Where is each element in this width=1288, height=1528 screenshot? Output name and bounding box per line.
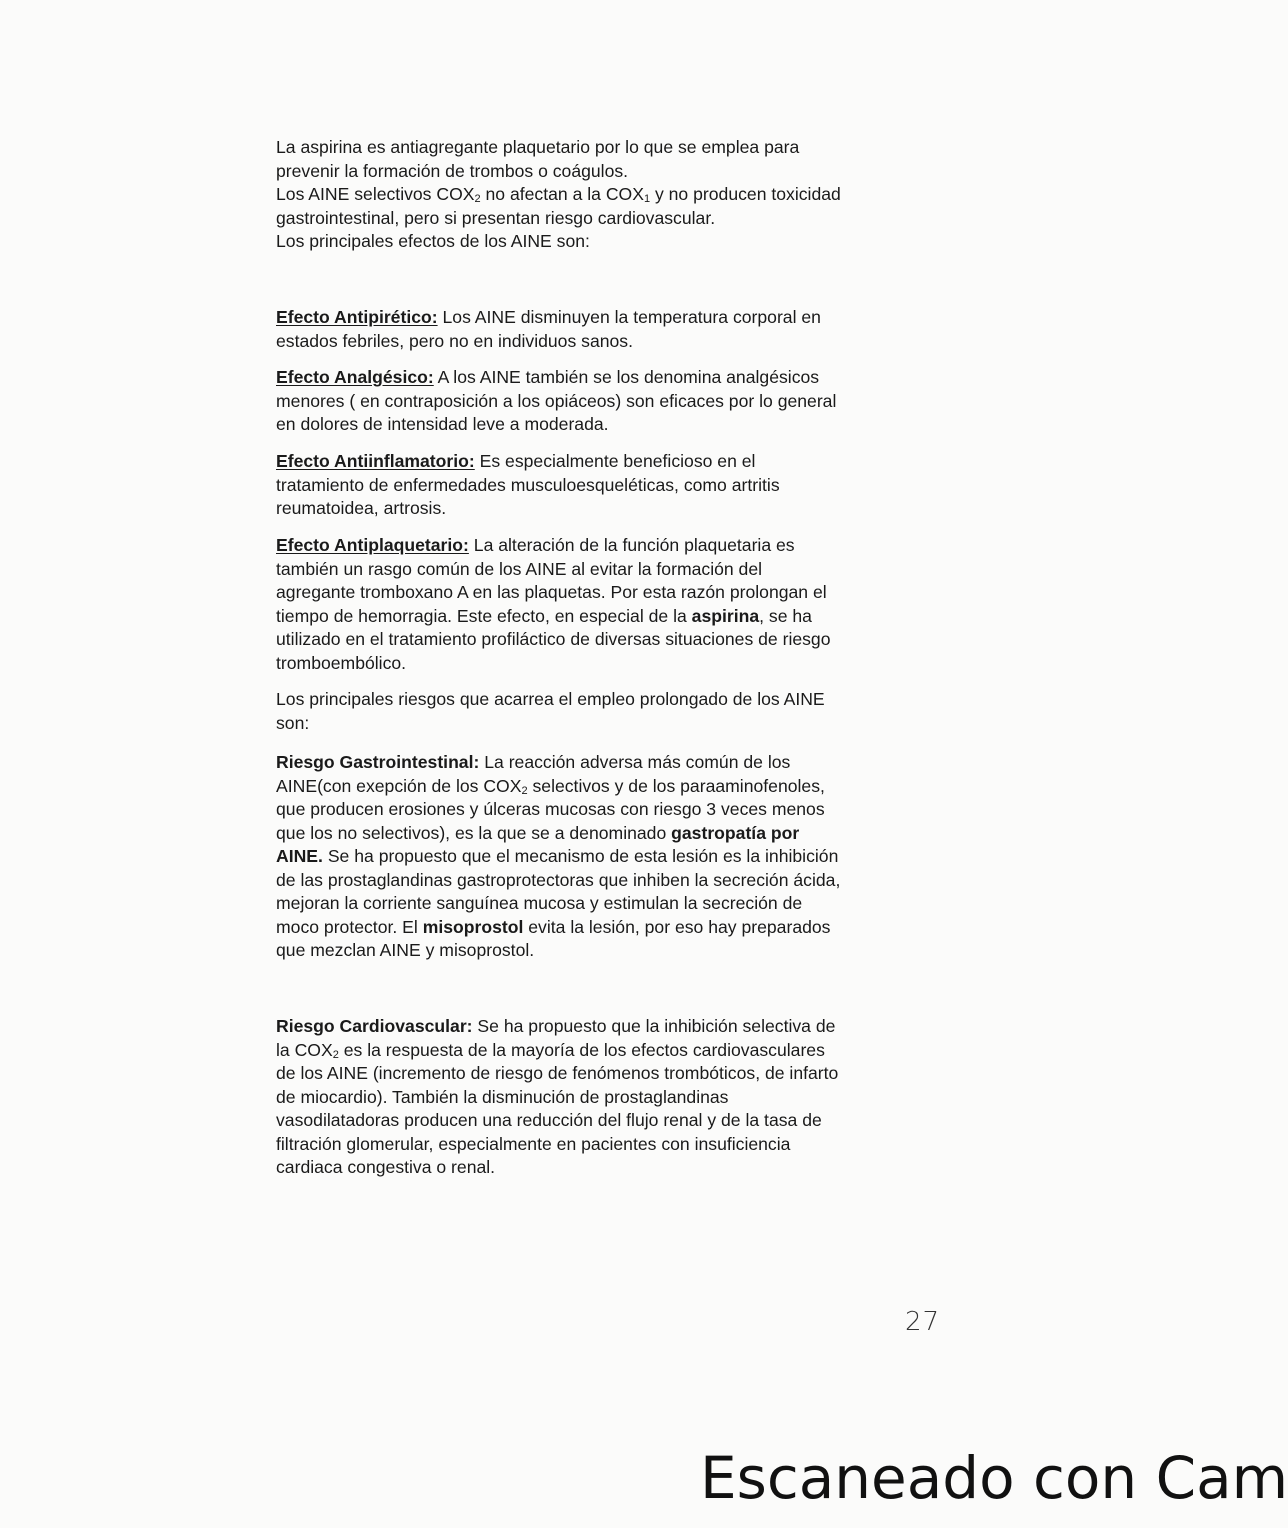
subscript: 1 — [643, 193, 651, 205]
risk-line — [276, 845, 898, 869]
effect-heading: Efecto Antiinflamatorio: — [276, 451, 475, 471]
risks-intro-line: son: — [276, 712, 310, 733]
effect-heading: Efecto Antipirético: — [276, 307, 438, 327]
subscript: 2 — [521, 784, 528, 797]
intro-line: Los principales efectos de los AINE son: — [276, 231, 590, 251]
risks-intro-line: Los principales riesgos que acarrea el empleo prolongado de los AINE — [276, 689, 825, 709]
risk-line — [276, 916, 898, 940]
effect-line: tratamiento de enfermedades musculoesqueléticas, como artritis — [276, 474, 780, 495]
effect-line — [276, 366, 898, 390]
risk-text: AINE(con exepción de los COX — [276, 775, 522, 796]
effect-heading: Efecto Analgésico: — [276, 367, 434, 387]
intro-line — [276, 183, 898, 207]
risk-line: cardiaca congestiva o renal. — [276, 1157, 496, 1177]
effect-line — [276, 306, 898, 330]
risk-cardiovascular — [276, 1015, 898, 1180]
effect-antiplatelet — [276, 534, 898, 675]
risk-heading: Riesgo Cardiovascular: — [276, 1016, 473, 1036]
risk-heading: Riesgo Gastrointestinal: — [276, 752, 480, 772]
bold-term: gastropatía por — [671, 822, 800, 843]
subscript: 2 — [474, 193, 481, 205]
effect-text: La alteración de la función plaquetaria es — [468, 535, 795, 555]
risk-text: Se ha propuesto que el mecanismo de esta lesión es la inhibición — [322, 846, 839, 866]
bold-term: misoprostol — [422, 916, 524, 937]
effect-antipyretic — [276, 306, 898, 353]
risk-text: es la respuesta de la mayoría de los efectos cardiovasculares — [338, 1039, 825, 1060]
risk-text: moco protector. El — [276, 916, 423, 937]
intro-text: Los AINE selectivos COX — [276, 184, 475, 204]
scanner-watermark — [700, 1444, 1288, 1512]
page-number: 27 — [905, 1307, 941, 1337]
subscript: 2 — [332, 1048, 339, 1061]
risk-line: de las prostaglandinas gastroprotectoras que inhiben la secreción ácida, — [276, 869, 841, 890]
effect-line: menores ( en contraposición a los opiáceos) son eficaces por lo general — [276, 390, 837, 411]
risk-text: selectivos y de los paraaminofenoles, — [527, 775, 825, 796]
risk-text: La reacción adversa más común de los — [479, 752, 791, 772]
bold-term: AINE. — [276, 846, 323, 866]
effect-line: en dolores de intensidad leve a moderada. — [276, 414, 609, 434]
intro-text: y no producen toxicidad — [650, 184, 841, 204]
risks-intro — [276, 688, 898, 735]
risk-line — [276, 751, 898, 775]
risk-line — [276, 1039, 898, 1063]
risk-line: que producen erosiones y úlceras mucosas con riesgo 3 veces menos — [276, 799, 825, 819]
effect-text: Los AINE disminuyen la temperatura corporal en — [437, 307, 821, 327]
risk-line: que mezclan AINE y misoprostol. — [276, 940, 535, 960]
risk-line — [276, 775, 898, 799]
effect-line — [276, 605, 898, 629]
intro-text: no afectan a la COX — [480, 184, 644, 204]
risk-line: vasodilatadoras producen una reducción del flujo renal y de la tasa de — [276, 1110, 822, 1130]
risk-line: de miocardio). También la disminución de prostaglandinas — [276, 1086, 729, 1107]
effect-text: , se ha — [759, 605, 812, 626]
effect-line: utilizado en el tratamiento profiláctico de diversas situaciones de riesgo — [276, 629, 831, 649]
watermark-text: Escaneado con Cam — [700, 1444, 1288, 1512]
risk-text: evita la lesión, por eso hay preparados — [523, 916, 831, 937]
effect-line — [276, 450, 898, 474]
bold-term: aspirina — [691, 605, 760, 626]
effect-line: reumatoidea, artrosis. — [276, 498, 447, 518]
risk-text: que los no selectivos), es la que se a denominado — [276, 822, 672, 843]
effect-text: Es especialmente beneficioso en el — [474, 451, 756, 471]
intro-line: gastrointestinal, pero si presentan riesgo cardiovascular. — [276, 207, 716, 228]
risk-line: mejoran la corriente sanguínea mucosa y estimulan la secreción de — [276, 893, 803, 913]
effect-line — [276, 534, 898, 558]
risk-text: la COX — [276, 1039, 333, 1060]
effect-text: tiempo de hemorragia. Este efecto, en especial de la — [276, 605, 692, 626]
intro-line: La aspirina es antiagregante plaquetario por lo que se emplea para — [276, 137, 800, 157]
effect-line: tromboembólico. — [276, 652, 407, 673]
effect-heading: Efecto Antiplaquetario: — [276, 535, 469, 555]
intro-paragraph — [276, 136, 898, 254]
effect-line: estados febriles, pero no en individuos sanos. — [276, 330, 633, 351]
intro-line: prevenir la formación de trombos o coágulos. — [276, 160, 629, 181]
risk-text: Se ha propuesto que la inhibición selectiva de — [472, 1016, 836, 1036]
risk-line: de los AINE (incremento de riesgo de fenómenos trombóticos, de infarto — [276, 1063, 839, 1083]
effect-antiinflammatory — [276, 450, 898, 521]
effect-line: también un rasgo común de los AINE al evitar la formación del — [276, 558, 763, 579]
risk-gastrointestinal — [276, 751, 898, 963]
risk-line — [276, 822, 898, 846]
risk-line: filtración glomerular, especialmente en pacientes con insuficiencia — [276, 1133, 791, 1154]
risk-line — [276, 1015, 898, 1039]
effect-line: agregante tromboxano A en las plaquetas. Por esta razón prolongan el — [276, 582, 827, 602]
effect-text: A los AINE también se los denomina analgésicos — [433, 367, 820, 387]
effect-analgesic — [276, 366, 898, 437]
